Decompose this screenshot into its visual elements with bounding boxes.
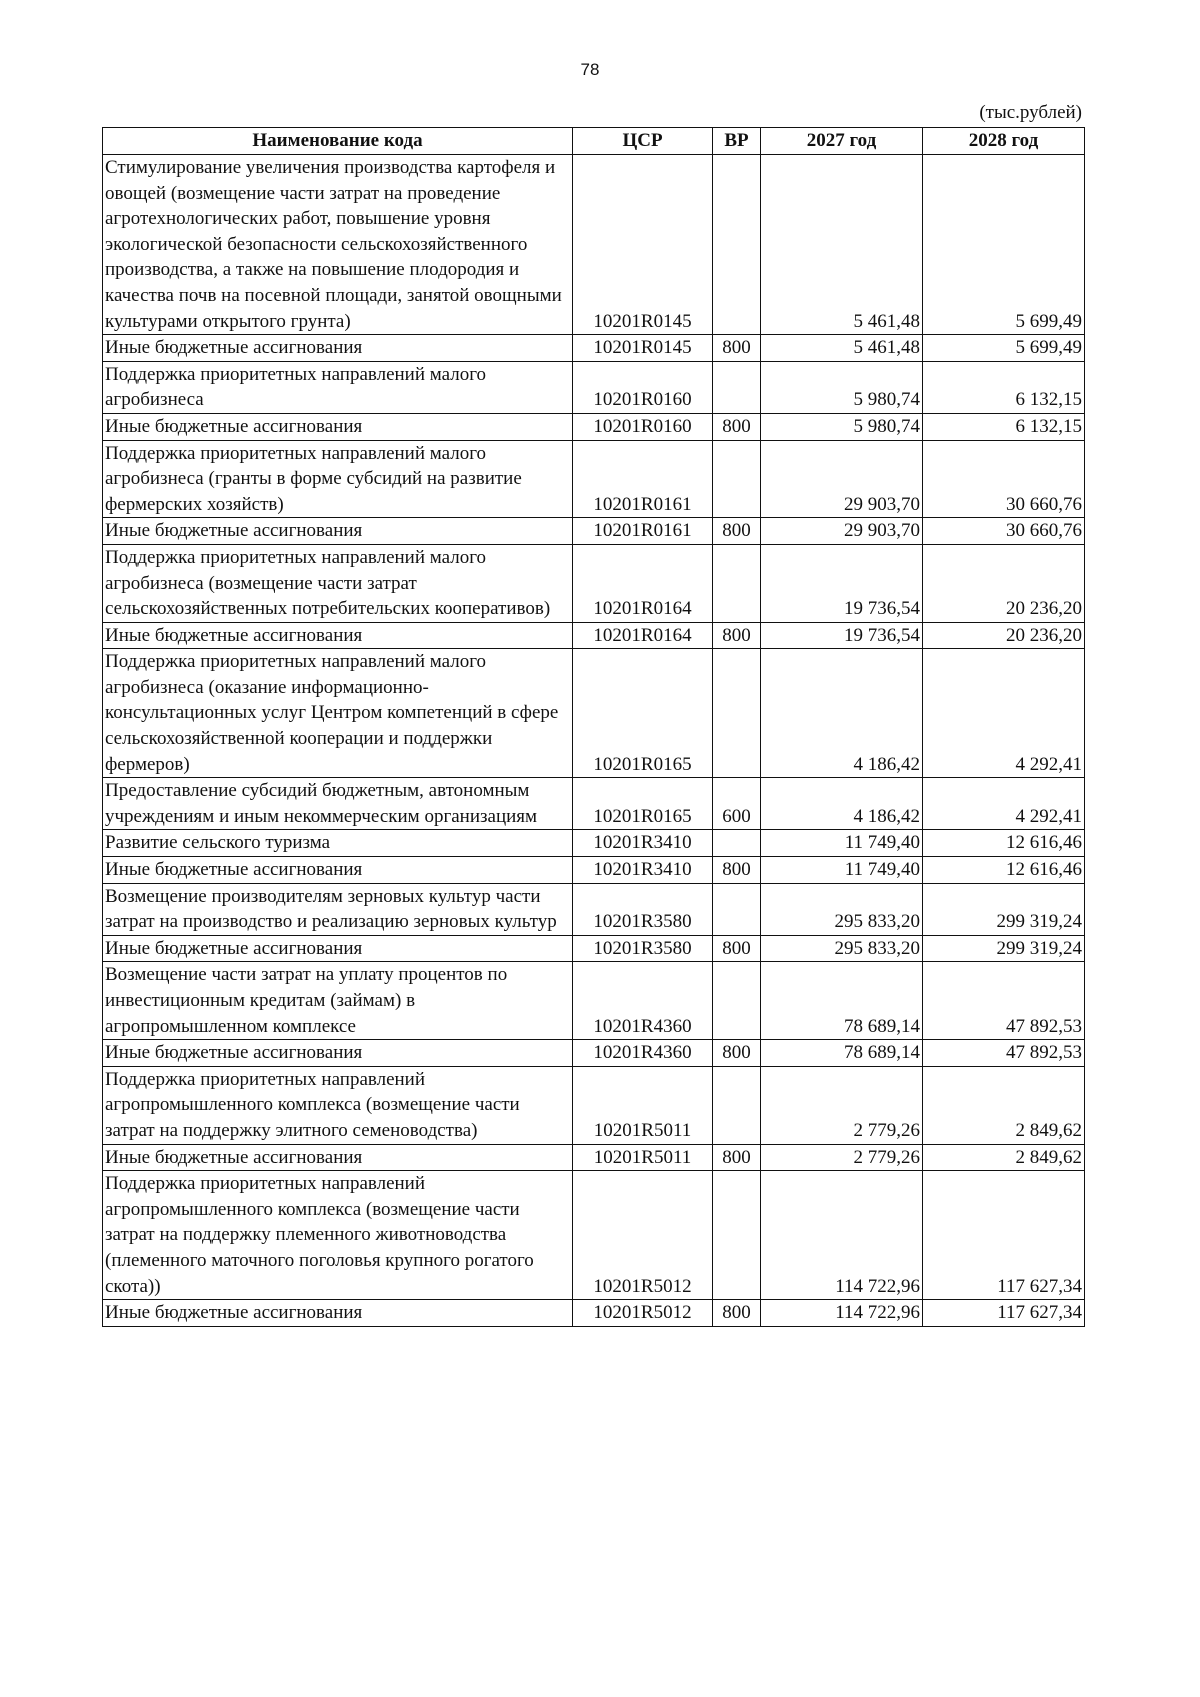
table-row [103, 649, 1085, 778]
table-row [103, 935, 1085, 962]
row-2028-cell: 4 292,41 [923, 649, 1085, 778]
table-row [103, 778, 1085, 830]
row-name-cell: Иные бюджетные ассигнования [103, 935, 573, 962]
table-row [103, 1040, 1085, 1067]
row-2028-cell: 30 660,76 [923, 518, 1085, 545]
table-row [103, 883, 1085, 935]
table-row [103, 518, 1085, 545]
header-year-2027: 2027 год [761, 128, 923, 155]
row-2027-cell: 19 736,54 [761, 544, 923, 622]
table-row [103, 622, 1085, 649]
table-header-row [103, 128, 1085, 155]
row-name-cell: Поддержка приоритетных направлений агропромышленного комплекса (возмещение части затрат на поддержку элитного семеноводства) [103, 1066, 573, 1144]
row-name-cell: Иные бюджетные ассигнования [103, 335, 573, 362]
row-csr-cell: 10201R0165 [573, 649, 713, 778]
row-csr-cell: 10201R0165 [573, 778, 713, 830]
row-2028-cell: 12 616,46 [923, 857, 1085, 884]
row-2027-cell: 114 722,96 [761, 1300, 923, 1327]
row-2028-cell: 299 319,24 [923, 883, 1085, 935]
row-csr-cell: 10201R5011 [573, 1144, 713, 1171]
table-row [103, 1171, 1085, 1300]
row-2027-cell: 19 736,54 [761, 622, 923, 649]
row-2027-cell: 11 749,40 [761, 830, 923, 857]
row-name-cell: Поддержка приоритетных направлений малого агробизнеса (гранты в форме субсидий на развитие фермерских хозяйств) [103, 440, 573, 518]
row-name-cell: Развитие сельского туризма [103, 830, 573, 857]
row-2027-cell: 78 689,14 [761, 962, 923, 1040]
row-name-cell: Стимулирование увеличения производства картофеля и овощей (возмещение части затрат на проведение агротехнологических работ, повышение уровня экологической безопасности сельскохозяйственного производства, а также на повышение плодородия и качества почв на посевной площади, занятой овощными культурами открытого грунта) [103, 155, 573, 335]
row-2027-cell: 295 833,20 [761, 883, 923, 935]
row-2027-cell: 11 749,40 [761, 857, 923, 884]
row-csr-cell: 10201R5011 [573, 1066, 713, 1144]
table-row [103, 440, 1085, 518]
row-2027-cell: 4 186,42 [761, 649, 923, 778]
row-vr-cell: 800 [713, 335, 761, 362]
table-row [103, 361, 1085, 413]
row-name-cell: Иные бюджетные ассигнования [103, 622, 573, 649]
row-2027-cell: 4 186,42 [761, 778, 923, 830]
row-name-cell: Иные бюджетные ассигнования [103, 1300, 573, 1327]
header-code-name: Наименование кода [103, 128, 573, 155]
row-csr-cell: 10201R0160 [573, 413, 713, 440]
row-2027-cell: 114 722,96 [761, 1171, 923, 1300]
row-vr-cell [713, 155, 761, 335]
row-2028-cell: 117 627,34 [923, 1171, 1085, 1300]
row-vr-cell: 800 [713, 413, 761, 440]
row-2027-cell: 5 461,48 [761, 155, 923, 335]
row-csr-cell: 10201R0160 [573, 361, 713, 413]
row-name-cell: Возмещение части затрат на уплату процентов по инвестиционным кредитам (займам) в агропромышленном комплексе [103, 962, 573, 1040]
row-2028-cell: 5 699,49 [923, 155, 1085, 335]
row-name-cell: Иные бюджетные ассигнования [103, 413, 573, 440]
row-2028-cell: 6 132,15 [923, 413, 1085, 440]
row-2028-cell: 6 132,15 [923, 361, 1085, 413]
row-csr-cell: 10201R4360 [573, 1040, 713, 1067]
budget-table [102, 127, 1085, 1327]
row-2028-cell: 20 236,20 [923, 544, 1085, 622]
table-row [103, 544, 1085, 622]
row-vr-cell [713, 361, 761, 413]
row-vr-cell: 800 [713, 622, 761, 649]
row-2028-cell: 2 849,62 [923, 1066, 1085, 1144]
row-vr-cell [713, 883, 761, 935]
row-csr-cell: 10201R5012 [573, 1300, 713, 1327]
row-csr-cell: 10201R3410 [573, 830, 713, 857]
row-2028-cell: 12 616,46 [923, 830, 1085, 857]
row-vr-cell: 800 [713, 935, 761, 962]
row-vr-cell [713, 830, 761, 857]
table-row [103, 155, 1085, 335]
table-row [103, 857, 1085, 884]
row-csr-cell: 10201R0164 [573, 544, 713, 622]
table-row [103, 413, 1085, 440]
row-2027-cell: 5 980,74 [761, 413, 923, 440]
row-csr-cell: 10201R4360 [573, 962, 713, 1040]
row-2028-cell: 2 849,62 [923, 1144, 1085, 1171]
row-csr-cell: 10201R0161 [573, 518, 713, 545]
row-2027-cell: 29 903,70 [761, 518, 923, 545]
row-2028-cell: 4 292,41 [923, 778, 1085, 830]
row-vr-cell: 800 [713, 857, 761, 884]
row-2027-cell: 2 779,26 [761, 1066, 923, 1144]
row-2027-cell: 29 903,70 [761, 440, 923, 518]
row-2027-cell: 5 461,48 [761, 335, 923, 362]
row-name-cell: Возмещение производителям зерновых культур части затрат на производство и реализацию зерновых культур [103, 883, 573, 935]
row-vr-cell [713, 962, 761, 1040]
row-vr-cell [713, 1171, 761, 1300]
row-vr-cell [713, 649, 761, 778]
row-csr-cell: 10201R3410 [573, 857, 713, 884]
table-row [103, 1144, 1085, 1171]
row-vr-cell: 800 [713, 518, 761, 545]
row-name-cell: Поддержка приоритетных направлений малого агробизнеса (оказание информационно-консультационных услуг Центром компетенций в сфере сельскохозяйственной кооперации и поддержки фермеров) [103, 649, 573, 778]
header-csr: ЦСР [573, 128, 713, 155]
row-csr-cell: 10201R0161 [573, 440, 713, 518]
row-csr-cell: 10201R0145 [573, 335, 713, 362]
row-name-cell: Иные бюджетные ассигнования [103, 857, 573, 884]
table-row [103, 1066, 1085, 1144]
row-2027-cell: 295 833,20 [761, 935, 923, 962]
header-vr: ВР [713, 128, 761, 155]
row-2028-cell: 20 236,20 [923, 622, 1085, 649]
row-2028-cell: 5 699,49 [923, 335, 1085, 362]
row-name-cell: Иные бюджетные ассигнования [103, 518, 573, 545]
row-name-cell: Поддержка приоритетных направлений малого агробизнеса [103, 361, 573, 413]
row-2028-cell: 117 627,34 [923, 1300, 1085, 1327]
row-2027-cell: 5 980,74 [761, 361, 923, 413]
row-vr-cell: 800 [713, 1040, 761, 1067]
units-label: (тыс.рублей) [979, 102, 1082, 123]
row-vr-cell [713, 1066, 761, 1144]
row-vr-cell: 800 [713, 1144, 761, 1171]
table-body [103, 155, 1085, 1327]
table-row [103, 830, 1085, 857]
row-vr-cell [713, 544, 761, 622]
row-name-cell: Предоставление субсидий бюджетным, автономным учреждениям и иным некоммерческим организациям [103, 778, 573, 830]
row-2028-cell: 47 892,53 [923, 962, 1085, 1040]
row-csr-cell: 10201R3580 [573, 935, 713, 962]
row-csr-cell: 10201R0145 [573, 155, 713, 335]
row-2028-cell: 30 660,76 [923, 440, 1085, 518]
row-name-cell: Поддержка приоритетных направлений малого агробизнеса (возмещение части затрат сельскохозяйственных потребительских кооперативов) [103, 544, 573, 622]
row-csr-cell: 10201R5012 [573, 1171, 713, 1300]
row-vr-cell: 800 [713, 1300, 761, 1327]
row-vr-cell [713, 440, 761, 518]
row-2028-cell: 299 319,24 [923, 935, 1085, 962]
page-number: 78 [580, 60, 600, 79]
row-2027-cell: 2 779,26 [761, 1144, 923, 1171]
row-2027-cell: 78 689,14 [761, 1040, 923, 1067]
row-2028-cell: 47 892,53 [923, 1040, 1085, 1067]
row-vr-cell: 600 [713, 778, 761, 830]
row-name-cell: Иные бюджетные ассигнования [103, 1040, 573, 1067]
row-name-cell: Иные бюджетные ассигнования [103, 1144, 573, 1171]
table-row [103, 335, 1085, 362]
table-row [103, 962, 1085, 1040]
row-csr-cell: 10201R0164 [573, 622, 713, 649]
table-row [103, 1300, 1085, 1327]
header-year-2028: 2028 год [923, 128, 1085, 155]
row-name-cell: Поддержка приоритетных направлений агропромышленного комплекса (возмещение части затрат на поддержку племенного животноводства (племенного маточного поголовья крупного рогатого скота)) [103, 1171, 573, 1300]
row-csr-cell: 10201R3580 [573, 883, 713, 935]
